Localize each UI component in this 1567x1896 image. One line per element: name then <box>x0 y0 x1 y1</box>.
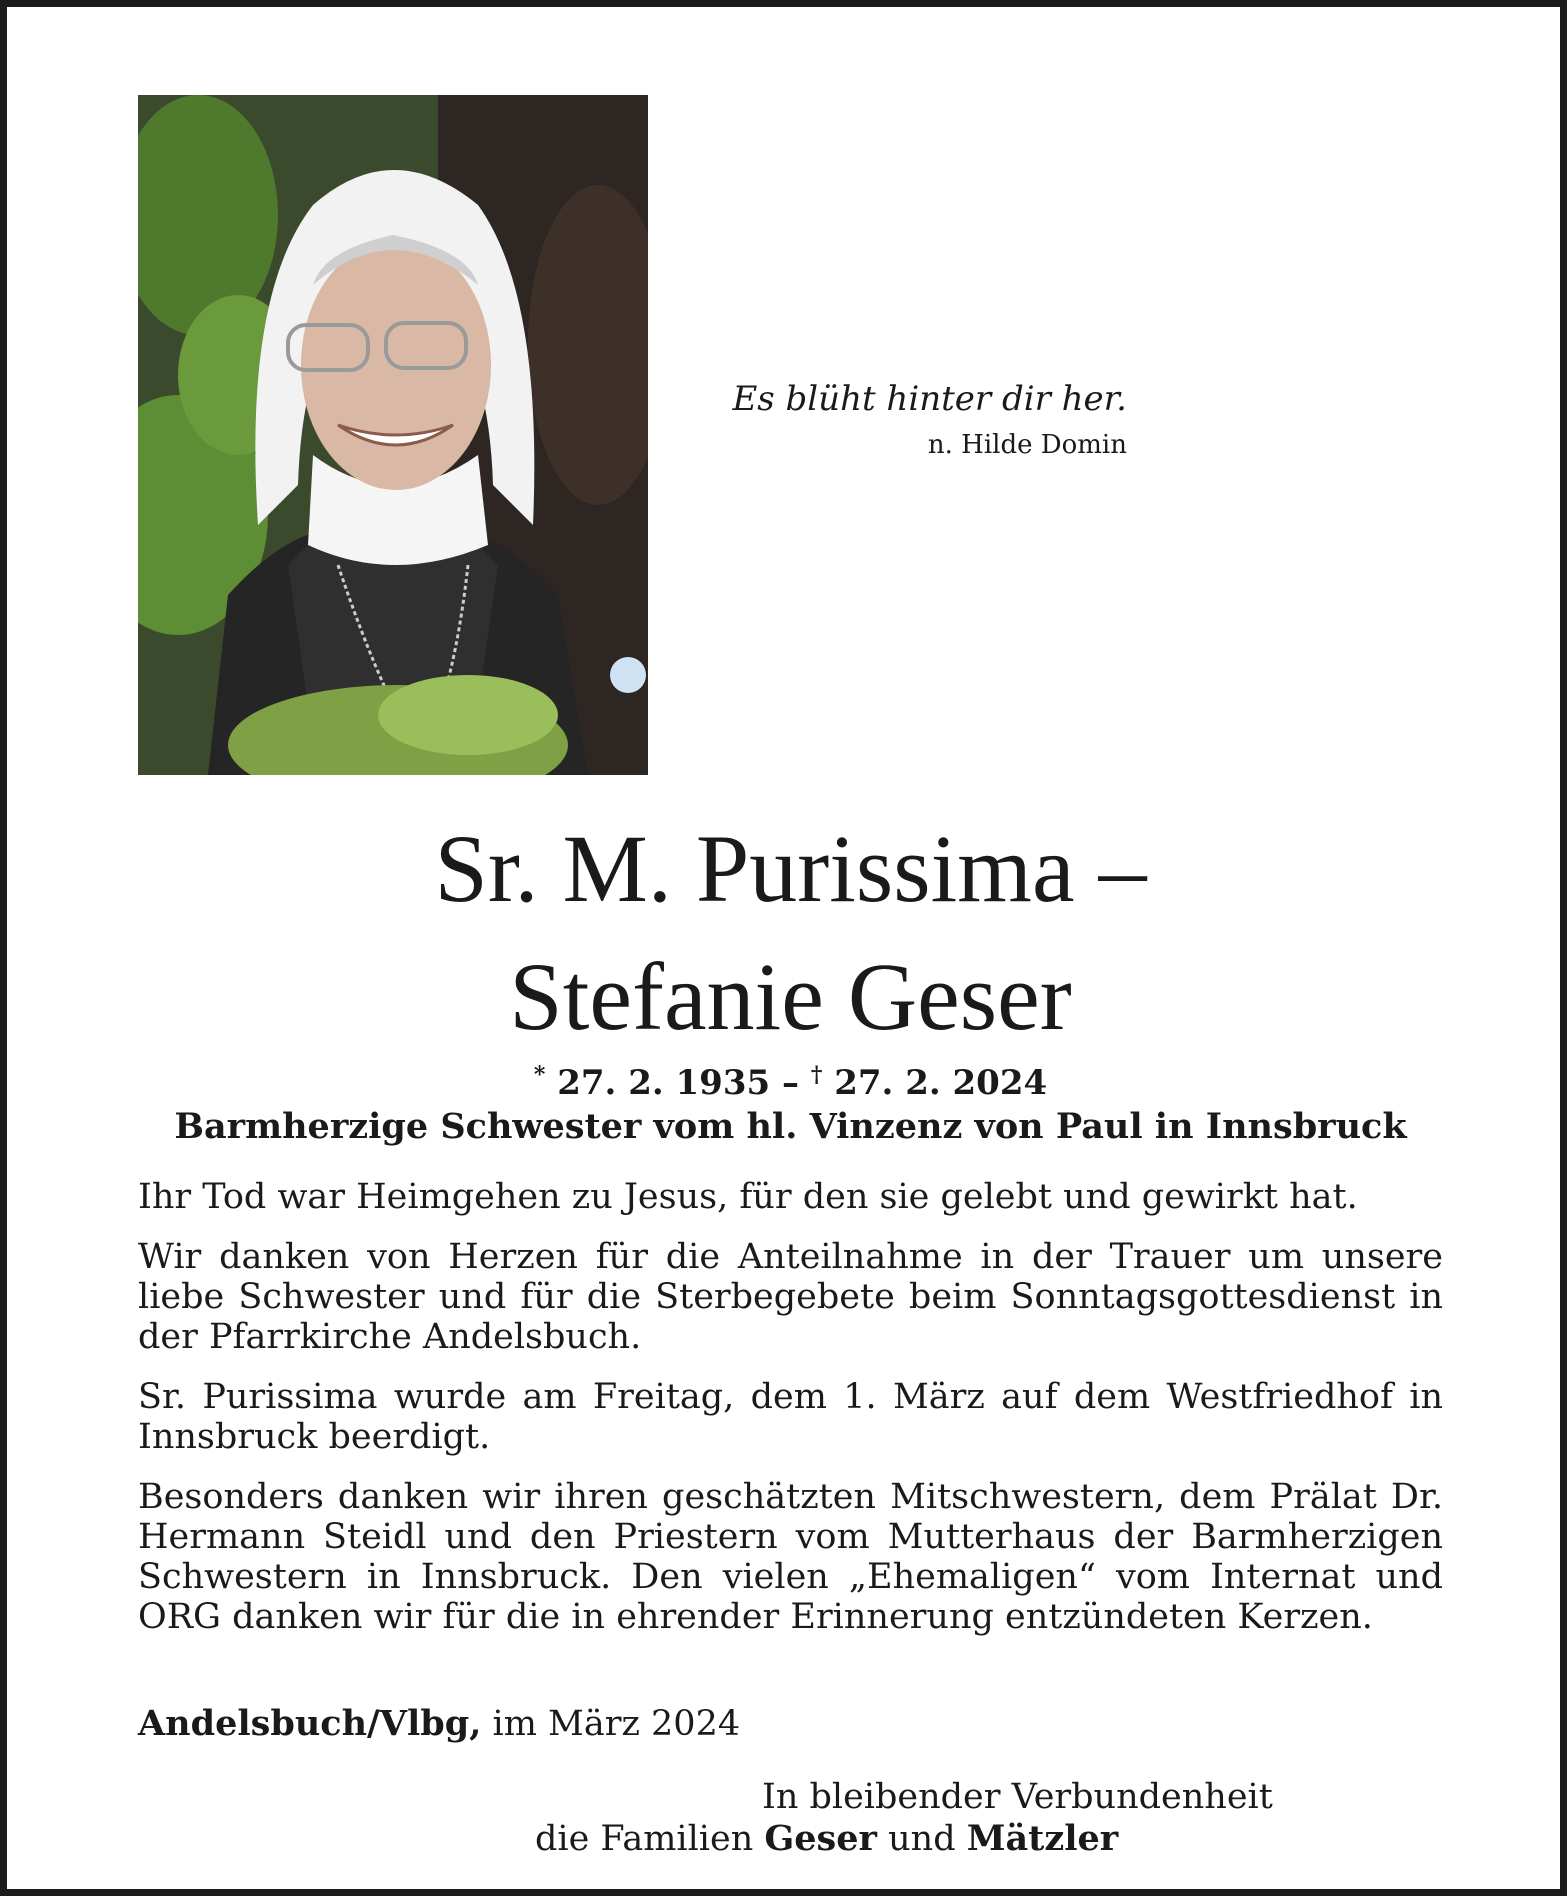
obituary-body <box>138 1177 1443 1657</box>
death-date: 27. 2. 2024 <box>834 1063 1048 1103</box>
life-dates <box>138 1063 1443 1103</box>
place-date <box>138 1704 740 1744</box>
date: im März 2024 <box>492 1704 741 1744</box>
signature-conjunction: und <box>888 1819 956 1859</box>
death-symbol: † <box>810 1062 823 1088</box>
signature-line1: In bleibender Verbundenheit <box>762 1777 1273 1817</box>
birth-date: 27. 2. 1935 <box>557 1063 771 1103</box>
signature-line2 <box>535 1819 1118 1859</box>
birth-symbol: * <box>533 1062 546 1088</box>
deceased-name-line2: Stefanie Geser <box>509 943 1072 1050</box>
family-name-2: Mätzler <box>966 1818 1119 1859</box>
body-paragraph: Sr. Purissima wurde am Freitag, dem 1. März auf dem Westfriedhof in Innsbruck beerdigt. <box>138 1377 1443 1457</box>
deceased-name-line1: Sr. M. Purissima – <box>434 815 1147 922</box>
epigraph-author: n. Hilde Domin <box>927 429 1127 460</box>
body-paragraph: Ihr Tod war Heimgehen zu Jesus, für den sie gelebt und gewirkt hat. <box>138 1177 1358 1217</box>
portrait-photo <box>138 95 648 775</box>
epigraph <box>687 379 1127 460</box>
place: Andelsbuch/Vlbg, <box>138 1703 482 1744</box>
family-name-1: Geser <box>764 1818 877 1859</box>
signature-prefix: die Familien <box>535 1819 754 1859</box>
epigraph-text: Es blüht hinter dir her. <box>732 379 1127 419</box>
date-separator: – <box>782 1063 799 1103</box>
religious-order: Barmherzige Schwester vom hl. Vinzenz von Paul in Innsbruck <box>174 1106 1407 1147</box>
portrait-image <box>138 95 648 775</box>
body-paragraph: Wir danken von Herzen für die Anteilnahme in der Trauer um unsere liebe Schwester und für die Sterbegebete beim Sonntagsgottesdienst in der Pfarrkirche Andelsbuch. <box>138 1237 1443 1357</box>
body-paragraph: Besonders danken wir ihren geschätzten Mitschwestern, dem Prälat Dr. Hermann Steidl und den Priestern vom Mutterhaus der Barmherzigen Schwestern in Innsbruck. Den vielen „Ehemaligen“ vom Internat und ORG danken wir für die in ehrender Erinnerung entzündeten Kerzen. <box>138 1477 1443 1637</box>
